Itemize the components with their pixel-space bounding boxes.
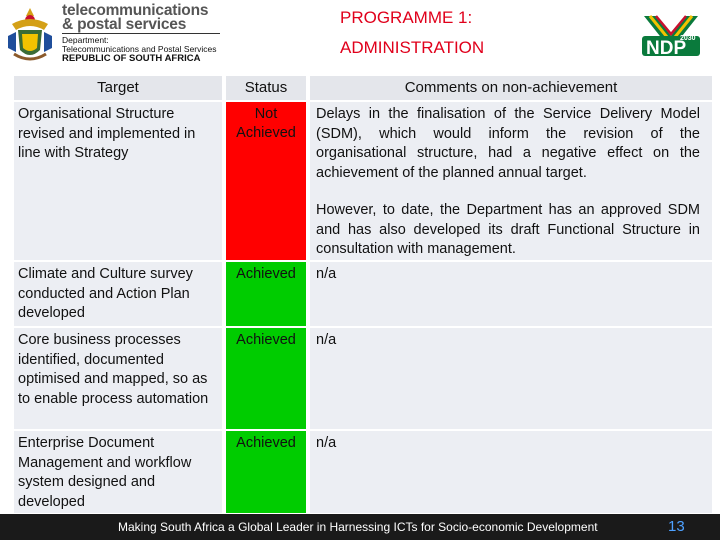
column-header-target: Target [14,76,222,100]
comment-text: n/a [316,332,337,348]
column-header-comments: Comments on non-achievement [310,76,712,100]
comment-text: Delays in the finalisation of the Service Delivery Model (SDM), which would inform the revision of the organisational structure, had a negative effect on the achievement of the planned annual target. [316,106,700,181]
status-cell-achieved: Achieved [226,262,306,326]
status-cell-achieved: Achieved [226,431,306,513]
country-name: REPUBLIC OF SOUTH AFRICA [62,53,201,64]
column-header-status: Status [226,76,306,100]
target-text: Organisational Structure revised and implemented in line with Strategy [18,106,196,161]
department-name: Telecommunications and Postal Services [62,44,217,54]
target-text: Climate and Culture survey conducted and Action Plan developed [18,266,193,321]
programme-subtitle: ADMINISTRATION [340,38,485,57]
department-label: Department: [62,35,109,45]
page-number: 13 [668,518,685,535]
target-text: Enterprise Document Management and workflow system designed and developed [18,435,192,510]
status-cell-not-achieved: Not Achieved [226,102,306,260]
comment-text: n/a [316,435,337,451]
status-cell-achieved: Achieved [226,328,306,429]
comment-text: n/a [316,266,337,282]
target-text: Core business processes identified, documented optimised and mapped, so as to enable process automation [18,332,209,407]
ndp-logo-text: NDP [646,38,687,59]
footer-bar [0,514,720,540]
department-logo [4,2,220,66]
brand-name-line2: & postal services [62,16,187,33]
comment-text-followup: However, to date, the Department has an approved SDM and has also developed its draft Functional Structure in consultation with management. [316,202,700,257]
programme-title: PROGRAMME 1: [340,8,473,27]
ndp-year: 2030 [680,35,696,42]
logo-divider [62,33,220,34]
footer-tagline: Making South Africa a Global Leader in Harnessing ICTs for Socio-economic Development [118,520,598,534]
ndp-logo-icon [640,10,702,62]
coat-of-arms-icon [4,6,56,64]
brand-name-line1: telecommunications [62,2,209,19]
